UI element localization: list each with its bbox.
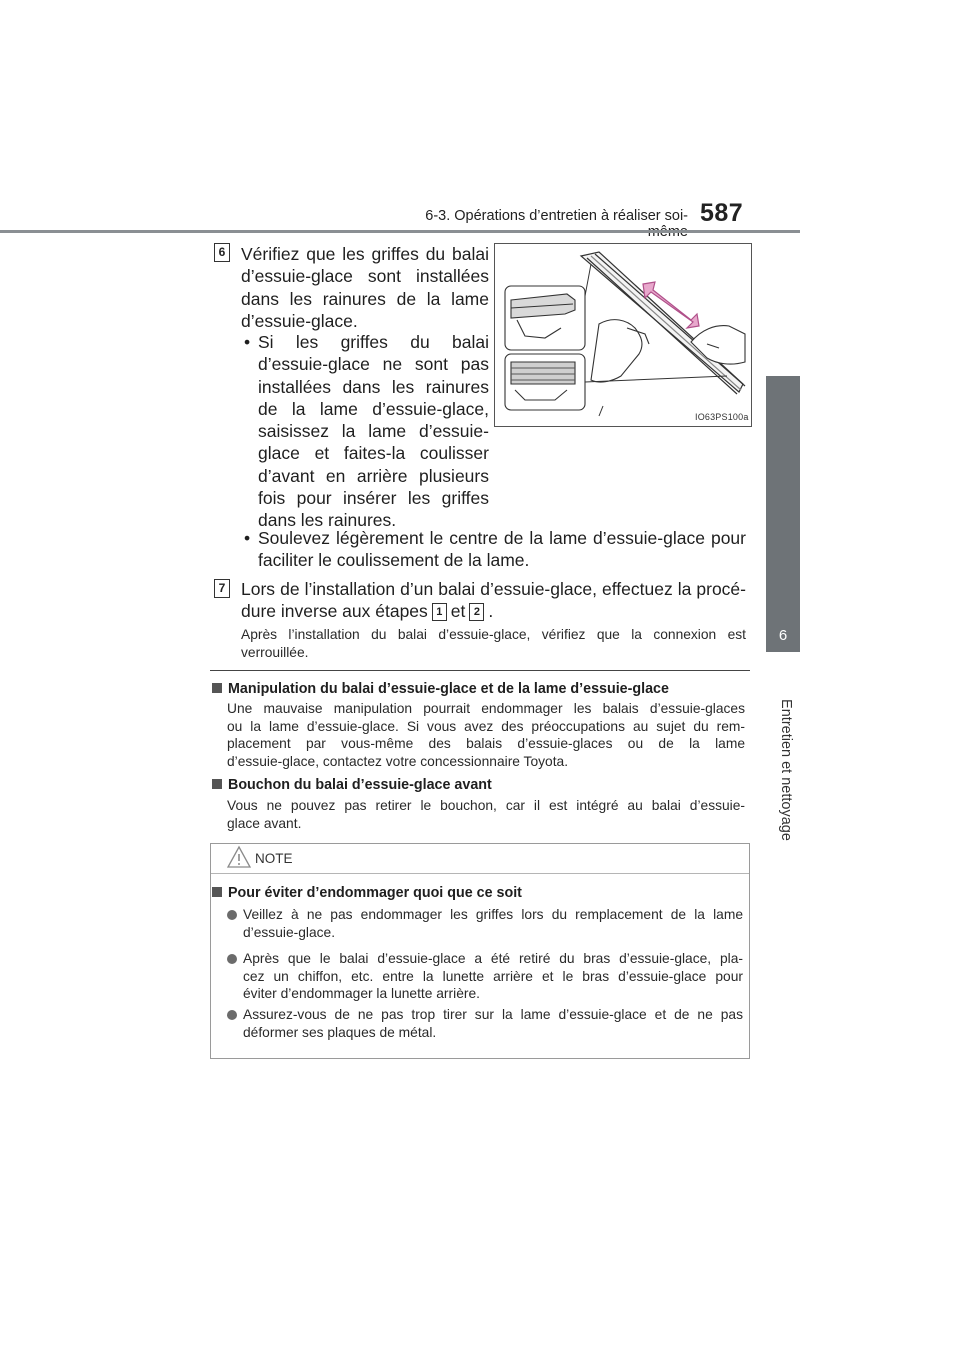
- step-7-badge: 7: [214, 579, 230, 598]
- notice-line: Veillez à ne pas endommager les griffes lors du remplacement de la lame: [243, 907, 743, 922]
- note-line: Après l’installation du balai d’essuie-glace, vérifiez que la connexion est: [241, 627, 746, 642]
- step-6-text: [241, 243, 489, 332]
- circle-bullet-icon: [227, 954, 237, 964]
- step-6-line: dans les rainures de la lame: [241, 288, 489, 309]
- square-bullet-icon: [212, 683, 222, 693]
- notice-title-text: Pour éviter d’endommager quoi que ce soit: [228, 885, 522, 901]
- notice-title: [212, 885, 522, 901]
- chapter-tab: [766, 376, 800, 652]
- wiper-blade-illustration: [494, 243, 752, 427]
- square-bullet-icon: [212, 779, 222, 789]
- info-line: glace avant.: [227, 815, 302, 831]
- notice-line: Après que le balai d’essuie-glace a été retiré du bras d’essuie-glace, pla-: [243, 951, 743, 966]
- sub-line: Si les griffes du balai: [258, 332, 489, 352]
- wiper-blade-drawing: [495, 244, 751, 426]
- step-7-line: [241, 600, 746, 622]
- sub-line: installées dans les rainures: [258, 376, 489, 397]
- circle-bullet-icon: [227, 1010, 237, 1020]
- info-title-2: [212, 777, 492, 793]
- info-title-text: Manipulation du balai d’essuie-glace et de la lame d’essuie-glace: [228, 681, 669, 697]
- step-6-subtext: [258, 331, 489, 532]
- notice-label: NOTE: [255, 851, 293, 866]
- warning-triangle-icon: [226, 845, 252, 874]
- step-7-suffix: .: [488, 601, 494, 622]
- step-6-line: d’essuie-glace sont installées: [241, 266, 489, 287]
- step-6-badge: 6: [214, 243, 230, 262]
- chapter-label: Entretien et nettoyage: [778, 699, 794, 841]
- notice-line: Assurez-vous de ne pas trop tirer sur la lame d’essuie-glace et de ne pas: [243, 1007, 743, 1022]
- step-2-ref: 2: [469, 603, 484, 621]
- info-line: d’essuie-glace, contactez votre concessionnaire Toyota.: [227, 753, 569, 769]
- notice-line: d’essuie-glace.: [243, 924, 336, 940]
- info-title-1: [212, 681, 669, 697]
- notice-header-rule: [211, 873, 749, 874]
- bullet-marker: •: [244, 528, 251, 548]
- inset-groove-detail: [505, 354, 585, 410]
- notice-item-2: [243, 950, 743, 1003]
- bullet-marker: •: [244, 332, 251, 352]
- info-line: Une mauvaise manipulation pourrait endommager les balais d’essuie-glaces: [227, 701, 745, 716]
- square-bullet-icon: [212, 887, 222, 897]
- notice-line: éviter d’endommager la lunette arrière.: [243, 986, 480, 1001]
- notice-line: déformer ses plaques de métal.: [243, 1024, 437, 1040]
- sub-line: saisissez la lame d’essuie-: [258, 421, 489, 442]
- inset-claw-detail: [505, 286, 585, 350]
- notice-item-3: [243, 1006, 743, 1041]
- step-6-subtext-2: [258, 527, 746, 572]
- sub-line: glace et faites-la coulisser: [258, 443, 489, 464]
- step-7-connector: et: [450, 601, 466, 622]
- step-7-line: Lors de l’installation d’un balai d’essuie-glace, effectuez la procé-: [241, 579, 746, 599]
- sub-line: Soulevez légèrement le centre de la lame d’essuie-glace pour: [258, 528, 746, 548]
- step-6-line: d’essuie-glace.: [241, 310, 358, 331]
- notice-line: cez un chiffon, etc. entre la lunette arrière et le bras d’essuie-glace pour: [243, 968, 743, 984]
- info-title-text: Bouchon du balai d’essuie-glace avant: [228, 777, 492, 793]
- circle-bullet-icon: [227, 910, 237, 920]
- info-line: placement par vous-même des balais d’essuie-glaces ou de la lame: [227, 736, 745, 751]
- step-1-ref: 1: [432, 603, 447, 621]
- sub-line: faciliter le coulissement de la lame.: [258, 550, 530, 571]
- section-title: 6-3. Opérations d’entretien à réaliser soi-: [425, 208, 688, 224]
- page-number: 587: [700, 199, 744, 227]
- info-body-2: [227, 797, 745, 832]
- section-divider: [210, 670, 750, 671]
- sub-line: fois pour insérer les griffes: [258, 488, 489, 509]
- sub-line: de la lame d’essuie-glace,: [258, 398, 489, 419]
- header-rule: [0, 230, 800, 233]
- step-7-prefix: dure inverse aux étapes: [241, 601, 428, 622]
- info-line: ou la lame d’essuie-glace. Si vous avez des préoccupations au sujet du rem-: [227, 718, 745, 734]
- sub-line: d’essuie-glace ne sont pas: [258, 354, 489, 375]
- note-line: verrouillée.: [241, 644, 309, 660]
- info-line: Vous ne pouvez pas retirer le bouchon, car il est intégré au balai d’essuie-: [227, 798, 745, 813]
- info-body-1: [227, 700, 745, 770]
- sub-line: dans les rainures.: [258, 510, 397, 531]
- step-6-line: Vérifiez que les griffes du balai: [241, 244, 489, 264]
- chapter-number: 6: [778, 627, 788, 644]
- step-7-note: [241, 626, 746, 661]
- step-7-text: [241, 578, 746, 623]
- sub-line: d’avant en arrière plusieurs: [258, 465, 489, 486]
- figure-code: IO63PS100a: [695, 412, 749, 422]
- notice-item-1: [243, 906, 743, 941]
